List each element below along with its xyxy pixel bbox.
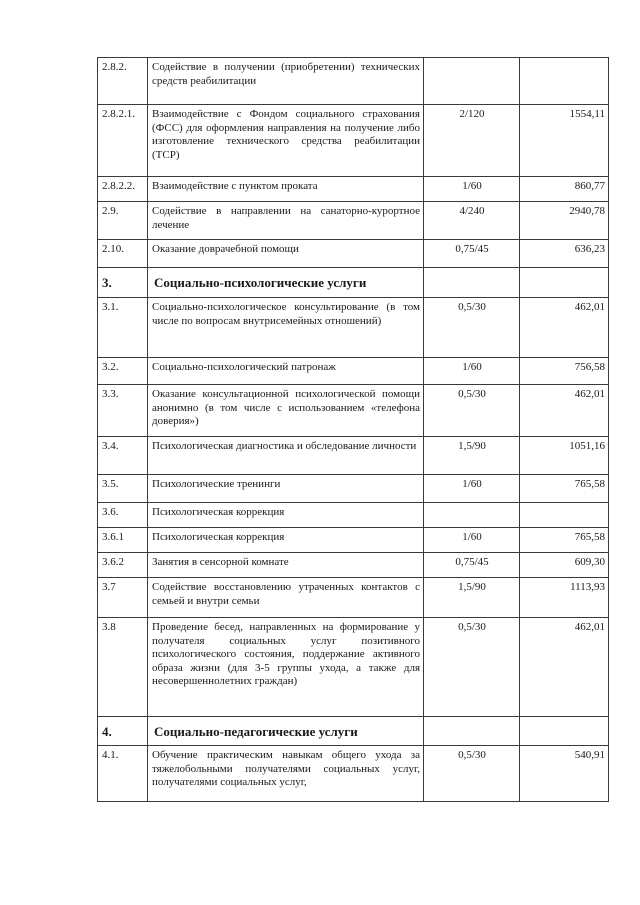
table-row bbox=[98, 105, 609, 177]
service-name: Содействие в направлении на санаторно-курортное лечение bbox=[148, 202, 424, 240]
service-name: Занятия в сенсорной комнате bbox=[148, 553, 424, 578]
row-number: 3. bbox=[98, 268, 148, 298]
time-norm: 1/60 bbox=[424, 475, 520, 503]
row-number: 3.3. bbox=[98, 385, 148, 437]
service-price: 462,01 bbox=[520, 618, 609, 717]
service-price bbox=[520, 717, 609, 746]
row-number: 3.4. bbox=[98, 437, 148, 475]
service-name: Содействие восстановлению утраченных контактов с семьей и внутри семьи bbox=[148, 578, 424, 618]
service-name: Социально-психологическое консультирование (в том числе по вопросам внутрисемейных отношений) bbox=[148, 298, 424, 358]
service-name: Социально-педагогические услуги bbox=[148, 717, 424, 746]
time-norm: 4/240 bbox=[424, 202, 520, 240]
table-row bbox=[98, 618, 609, 717]
time-norm: 1/60 bbox=[424, 358, 520, 385]
section-row bbox=[98, 268, 609, 298]
service-price: 1051,16 bbox=[520, 437, 609, 475]
row-number: 3.2. bbox=[98, 358, 148, 385]
row-number: 3.6. bbox=[98, 503, 148, 528]
table-row bbox=[98, 553, 609, 578]
row-number: 4.1. bbox=[98, 746, 148, 802]
service-name: Психологическая диагностика и обследование личности bbox=[148, 437, 424, 475]
service-name: Обучение практическим навыкам общего ухода за тяжелобольными получателями социальных услуг, получателями социальных услуг, bbox=[148, 746, 424, 802]
row-number: 3.8 bbox=[98, 618, 148, 717]
service-price: 756,58 bbox=[520, 358, 609, 385]
table-row bbox=[98, 503, 609, 528]
row-number: 3.6.2 bbox=[98, 553, 148, 578]
service-price: 765,58 bbox=[520, 528, 609, 553]
row-number: 3.5. bbox=[98, 475, 148, 503]
services-table bbox=[97, 57, 609, 802]
service-price: 636,23 bbox=[520, 240, 609, 268]
service-price: 462,01 bbox=[520, 298, 609, 358]
service-name: Социально-психологические услуги bbox=[148, 268, 424, 298]
service-name: Содействие в получении (приобретении) технических средств реабилитации bbox=[148, 58, 424, 105]
row-number: 3.6.1 bbox=[98, 528, 148, 553]
service-price bbox=[520, 268, 609, 298]
table-row bbox=[98, 528, 609, 553]
service-price: 860,77 bbox=[520, 177, 609, 202]
service-price: 1113,93 bbox=[520, 578, 609, 618]
service-name: Оказание доврачебной помощи bbox=[148, 240, 424, 268]
service-name: Взаимодействие с пунктом проката bbox=[148, 177, 424, 202]
table-row bbox=[98, 358, 609, 385]
service-name: Взаимодействие с Фондом социального страхования (ФСС) для оформления направления на получение либо изготовление технического средства реабилитации (ТСР) bbox=[148, 105, 424, 177]
time-norm bbox=[424, 58, 520, 105]
time-norm: 0,5/30 bbox=[424, 618, 520, 717]
time-norm: 1,5/90 bbox=[424, 437, 520, 475]
service-name: Психологические тренинги bbox=[148, 475, 424, 503]
table-row bbox=[98, 475, 609, 503]
service-name: Оказание консультационной психологической помощи анонимно (в том числе с использованием «телефона доверия») bbox=[148, 385, 424, 437]
row-number: 2.10. bbox=[98, 240, 148, 268]
row-number: 4. bbox=[98, 717, 148, 746]
table-row bbox=[98, 58, 609, 105]
time-norm bbox=[424, 268, 520, 298]
service-price bbox=[520, 503, 609, 528]
time-norm: 0,5/30 bbox=[424, 385, 520, 437]
service-price: 2940,78 bbox=[520, 202, 609, 240]
row-number: 2.8.2.1. bbox=[98, 105, 148, 177]
service-price: 1554,11 bbox=[520, 105, 609, 177]
table-row bbox=[98, 177, 609, 202]
service-name: Проведение бесед, направленных на формирование у получателя социальных услуг позитивного психологического состояния, поддержание активного образа жизни (для 3-5 группы ухода, а также для несовершеннолетних граждан) bbox=[148, 618, 424, 717]
table-row bbox=[98, 578, 609, 618]
service-price: 540,91 bbox=[520, 746, 609, 802]
time-norm: 1,5/90 bbox=[424, 578, 520, 618]
time-norm bbox=[424, 503, 520, 528]
time-norm bbox=[424, 717, 520, 746]
service-price: 765,58 bbox=[520, 475, 609, 503]
service-name: Психологическая коррекция bbox=[148, 528, 424, 553]
time-norm: 0,5/30 bbox=[424, 298, 520, 358]
table-row bbox=[98, 202, 609, 240]
time-norm: 2/120 bbox=[424, 105, 520, 177]
row-number: 2.8.2.2. bbox=[98, 177, 148, 202]
row-number: 3.7 bbox=[98, 578, 148, 618]
time-norm: 0,5/30 bbox=[424, 746, 520, 802]
service-name: Социально-психологический патронаж bbox=[148, 358, 424, 385]
row-number: 2.9. bbox=[98, 202, 148, 240]
table-row bbox=[98, 437, 609, 475]
table-row bbox=[98, 298, 609, 358]
service-price: 609,30 bbox=[520, 553, 609, 578]
section-row bbox=[98, 717, 609, 746]
service-price bbox=[520, 58, 609, 105]
service-name: Психологическая коррекция bbox=[148, 503, 424, 528]
table-row bbox=[98, 240, 609, 268]
service-price: 462,01 bbox=[520, 385, 609, 437]
services-table-body bbox=[98, 58, 609, 802]
time-norm: 0,75/45 bbox=[424, 240, 520, 268]
row-number: 2.8.2. bbox=[98, 58, 148, 105]
time-norm: 0,75/45 bbox=[424, 553, 520, 578]
row-number: 3.1. bbox=[98, 298, 148, 358]
time-norm: 1/60 bbox=[424, 177, 520, 202]
time-norm: 1/60 bbox=[424, 528, 520, 553]
table-row bbox=[98, 385, 609, 437]
table-row bbox=[98, 746, 609, 802]
